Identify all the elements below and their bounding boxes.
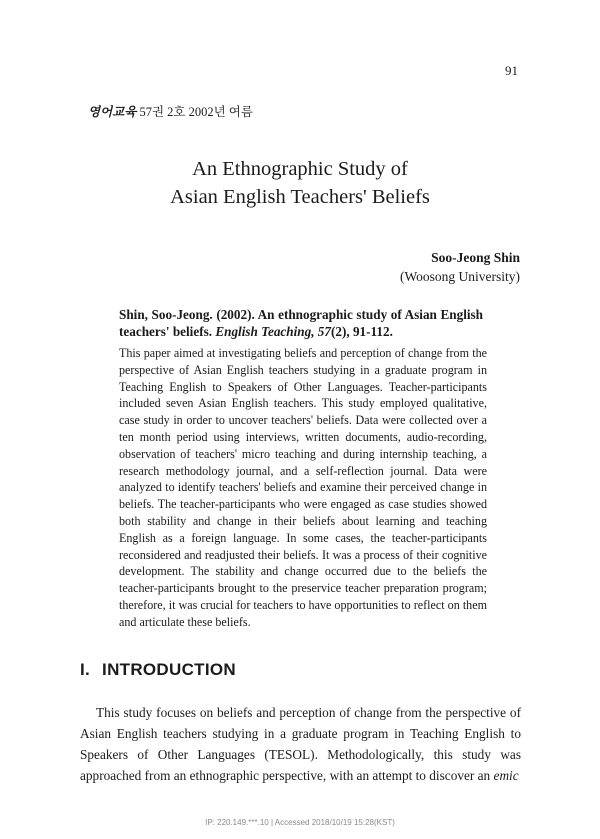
citation-prefix: Shin, Soo-Jeong. (2002). An ethnographic study of Asian English teachers' beliefs. <box>119 307 483 339</box>
author-name: Soo-Jeong Shin <box>431 250 520 265</box>
abstract: This paper aimed at investigating beliefs and perception of change from the perspective of Asian English teachers studying in a graduate program in Teaching English to Speakers of Other Languages. Teacher-participants included seven Asian English teachers. This study employed qualitative, case study in order to uncover teachers' beliefs. Data were collected over a ten month period using interviews, written documents, audio-recording, observation of teachers' micro teaching and during internship teaching, a research methodology journal, and a self-reflection journal. Data were analyzed to identify teachers' beliefs and examine their perceived change in beliefs. The teacher-participants who were engaged as case studies showed both stability and change in their beliefs about learning and teaching English as a foreign language. In some cases, the teacher-participants reconsidered and readjusted their beliefs. It was a process of their cognitive development. The stability and change occurred due to the beliefs the teacher-participants brought to the preservice teacher preparation program; therefore, it was crucial for teachers to have opportunities to reflect on them and articulate these beliefs. <box>119 346 487 629</box>
journal-issue: 57권 2호 2002년 여름 <box>139 105 253 119</box>
section-heading <box>80 660 236 680</box>
intro-paragraph <box>80 702 521 786</box>
section-title: INTRODUCTION <box>102 660 236 679</box>
intro-emic: emic <box>493 768 519 783</box>
section-number: I. <box>80 660 91 679</box>
title-line-1: An Ethnographic Study of <box>192 158 408 180</box>
citation-rest: (2), 91-112. <box>330 324 393 339</box>
citation-volume: 57 <box>317 324 331 339</box>
journal-name: 영어교육 <box>88 105 137 119</box>
citation <box>119 306 483 340</box>
title-line-2: Asian English Teachers' Beliefs <box>170 186 430 208</box>
author-affiliation: (Woosong University) <box>399 269 520 284</box>
page-number: 91 <box>505 63 518 78</box>
paper-title <box>0 155 600 211</box>
journal-header <box>88 102 253 120</box>
access-footer: IP: 220.149.***.10 | Accessed 2018/10/19 15:28(KST) <box>205 818 395 827</box>
intro-text: This study focuses on beliefs and perception of change from the perspective of Asian English teachers studying in a graduate program in Teaching English to Speakers of Other Languages (TESOL). Methodologically, this study was approached from an ethnographic perspective, with an attempt to discover an <box>80 705 521 783</box>
citation-journal: English Teaching, <box>215 324 315 339</box>
